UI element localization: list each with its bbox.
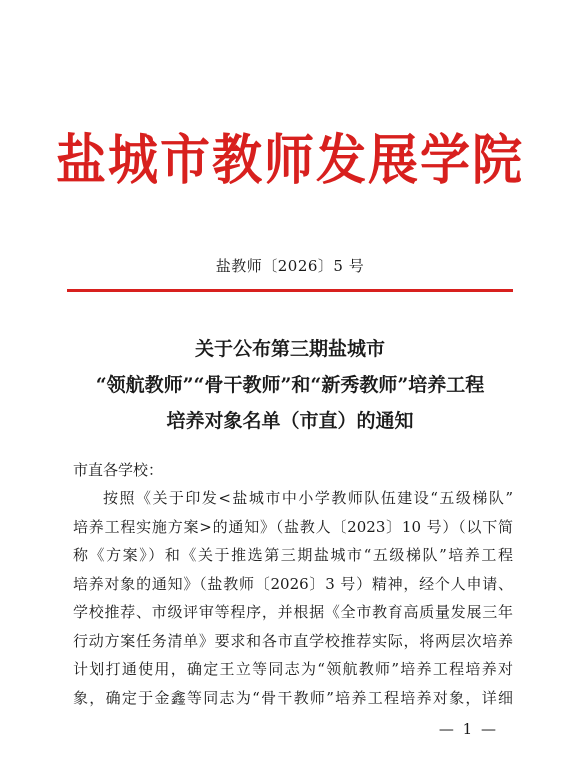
document-number: 盐教师〔2026〕5 号 bbox=[215, 257, 365, 275]
body-line: 称《方案》）和《关于推选第三期盐城市“五级梯队”培养工程 bbox=[73, 546, 513, 564]
salutation: 市直各学校： bbox=[73, 461, 164, 479]
title-line-2: “领航教师”“骨干教师”和“新秀教师”培养工程 bbox=[95, 374, 485, 396]
body-line: 行动方案任务清单》要求和各市直学校推荐实际，将两层次培养 bbox=[73, 631, 513, 650]
red-divider-line bbox=[67, 289, 513, 292]
body-line: 象，确定于金鑫等同志为“骨干教师”培养工程培养对象，详细 bbox=[73, 688, 513, 707]
body-line: 学校推荐、市级评审等程序，并根据《全市教育高质量发展三年 bbox=[73, 603, 513, 621]
document-title bbox=[20, 331, 560, 439]
body-line: 按照《关于印发<盐城市中小学教师队伍建设“五级梯队” bbox=[103, 489, 513, 507]
body-line: 培养工程实施方案>的通知》（盐教人〔2023〕10 号）（以下简 bbox=[73, 517, 513, 536]
body-paragraph bbox=[73, 484, 513, 712]
page-number: — 1 — bbox=[438, 720, 498, 738]
body-line: 培养对象的通知》（盐教师〔2026〕3 号）精神，经个人申请、 bbox=[73, 574, 513, 593]
institution-masthead: 盐城市教师发展学院 bbox=[56, 127, 524, 192]
title-line-3: 培养对象名单（市直）的通知 bbox=[166, 410, 414, 432]
title-line-1: 关于公布第三期盐城市 bbox=[194, 338, 385, 360]
body-line: 计划打通使用，确定王立等同志为“领航教师”培养工程培养对 bbox=[73, 660, 513, 678]
